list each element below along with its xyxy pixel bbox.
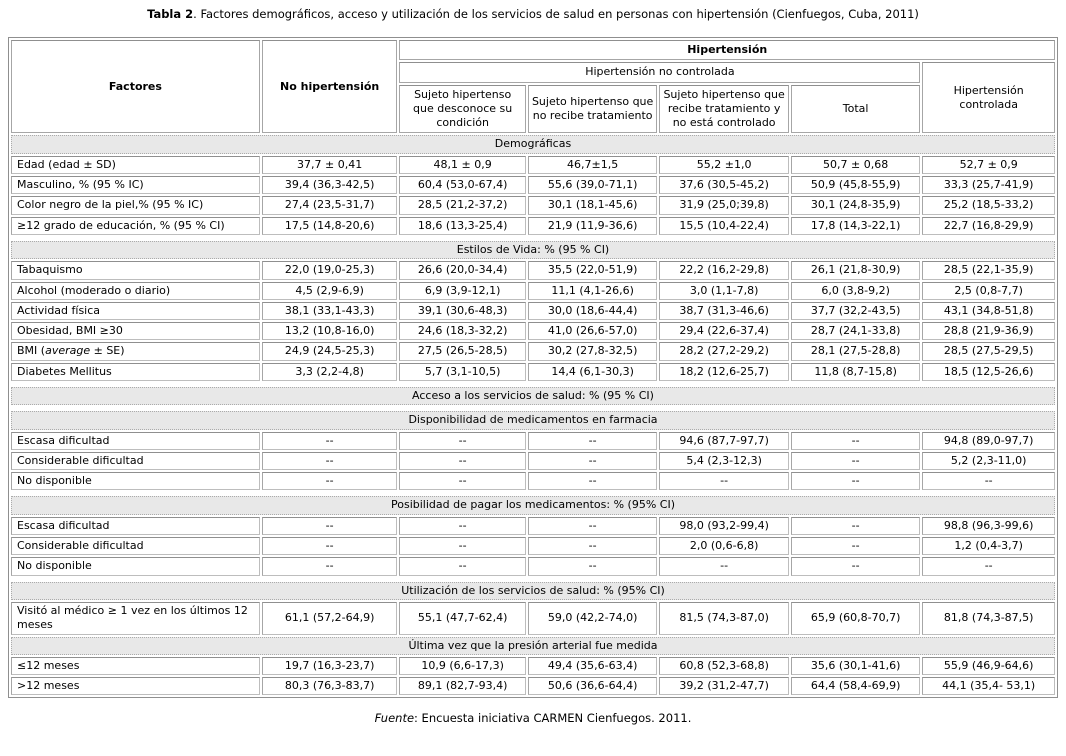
value-cell: 49,4 (35,6-63,4) (528, 657, 658, 675)
value-cell: 81,8 (74,3-87,5) (922, 602, 1055, 635)
source-label: Fuente (374, 711, 415, 726)
value-cell: -- (399, 452, 525, 470)
value-cell: 38,1 (33,1-43,3) (262, 302, 398, 320)
section-row (11, 241, 1055, 259)
row-label: Color negro de la piel,% (95 % IC) (11, 196, 260, 214)
value-cell: 89,1 (82,7-93,4) (399, 677, 525, 695)
source-note (0, 711, 1066, 725)
table-row (11, 557, 1055, 575)
value-cell: 35,5 (22,0-51,9) (528, 261, 658, 279)
row-label: Escasa dificultad (11, 432, 260, 450)
value-cell: 26,6 (20,0-34,4) (399, 261, 525, 279)
value-cell: 22,2 (16,2-29,8) (659, 261, 789, 279)
value-cell: 27,4 (23,5-31,7) (262, 196, 398, 214)
col-header-desconoce: Sujeto hipertenso que desconoce su condición (399, 85, 525, 134)
value-cell: -- (528, 472, 658, 490)
value-cell: 60,8 (52,3-68,8) (659, 657, 789, 675)
value-cell: -- (262, 472, 398, 490)
table-row (11, 196, 1055, 214)
spacer-cell (11, 407, 1055, 409)
table-body (11, 135, 1055, 695)
spacer-cell (11, 492, 1055, 494)
col-header-hipertension: Hipertensión (399, 40, 1055, 60)
value-cell: -- (791, 537, 921, 555)
value-cell: 30,1 (18,1-45,6) (528, 196, 658, 214)
value-cell: -- (262, 432, 398, 450)
value-cell: 14,4 (6,1-30,3) (528, 363, 658, 381)
value-cell: 55,1 (47,7-62,4) (399, 602, 525, 635)
value-cell: 22,7 (16,8-29,9) (922, 217, 1055, 235)
value-cell: 13,2 (10,8-16,0) (262, 322, 398, 340)
section-header: Disponibilidad de medicamentos en farmacia (11, 411, 1055, 429)
value-cell: -- (399, 537, 525, 555)
value-cell: 80,3 (76,3-83,7) (262, 677, 398, 695)
value-cell: 46,7±1,5 (528, 156, 658, 174)
value-cell: 55,6 (39,0-71,1) (528, 176, 658, 194)
value-cell: -- (659, 472, 789, 490)
col-header-no-recibe: Sujeto hipertenso que no recibe tratamiento (528, 85, 658, 134)
table-row (11, 322, 1055, 340)
value-cell: 60,4 (53,0-67,4) (399, 176, 525, 194)
section-row (11, 496, 1055, 514)
section-row (11, 387, 1055, 405)
spacer-row (11, 407, 1055, 409)
value-cell: 28,5 (22,1-35,9) (922, 261, 1055, 279)
value-cell: -- (528, 432, 658, 450)
row-label: No disponible (11, 557, 260, 575)
value-cell: -- (399, 432, 525, 450)
header-row-1 (11, 40, 1055, 60)
spacer-row (11, 237, 1055, 239)
value-cell: 10,9 (6,6-17,3) (399, 657, 525, 675)
value-cell: 38,7 (31,3-46,6) (659, 302, 789, 320)
value-cell: 28,5 (21,2-37,2) (399, 196, 525, 214)
row-label: Considerable dificultad (11, 452, 260, 470)
value-cell: 37,7 (32,2-43,5) (791, 302, 921, 320)
source-text: : Encuesta iniciativa CARMEN Cienfuegos. 2011. (414, 711, 692, 726)
value-cell: 39,1 (30,6-48,3) (399, 302, 525, 320)
value-cell: -- (262, 557, 398, 575)
table-row (11, 432, 1055, 450)
value-cell: -- (262, 452, 398, 470)
value-cell: -- (262, 517, 398, 535)
value-cell: 50,9 (45,8-55,9) (791, 176, 921, 194)
row-label: Obesidad, BMI ≥30 (11, 322, 260, 340)
row-label: Actividad física (11, 302, 260, 320)
value-cell: 18,5 (12,5-26,6) (922, 363, 1055, 381)
spacer-cell (11, 578, 1055, 580)
value-cell: 28,5 (27,5-29,5) (922, 342, 1055, 360)
value-cell: -- (262, 537, 398, 555)
value-cell: 55,2 ±1,0 (659, 156, 789, 174)
value-cell: 39,2 (31,2-47,7) (659, 677, 789, 695)
col-header-recibe-no-controlado: Sujeto hipertenso que recibe tratamiento y no está controlado (659, 85, 789, 134)
value-cell: 30,2 (27,8-32,5) (528, 342, 658, 360)
row-label: BMI (average ± SE) (11, 342, 260, 360)
value-cell: -- (791, 472, 921, 490)
value-cell: 98,8 (96,3-99,6) (922, 517, 1055, 535)
value-cell: 28,7 (24,1-33,8) (791, 322, 921, 340)
value-cell: 4,5 (2,9-6,9) (262, 282, 398, 300)
table-header (11, 40, 1055, 133)
table-row (11, 176, 1055, 194)
value-cell: -- (528, 452, 658, 470)
value-cell: -- (791, 432, 921, 450)
row-label: Masculino, % (95 % IC) (11, 176, 260, 194)
section-row (11, 637, 1055, 655)
value-cell: 59,0 (42,2-74,0) (528, 602, 658, 635)
table-row (11, 261, 1055, 279)
value-cell: 52,7 ± 0,9 (922, 156, 1055, 174)
section-header: Demográficas (11, 135, 1055, 153)
value-cell: 5,2 (2,3-11,0) (922, 452, 1055, 470)
value-cell: -- (791, 452, 921, 470)
value-cell: 28,8 (21,9-36,9) (922, 322, 1055, 340)
value-cell: 81,5 (74,3-87,0) (659, 602, 789, 635)
value-cell: 35,6 (30,1-41,6) (791, 657, 921, 675)
value-cell: 26,1 (21,8-30,9) (791, 261, 921, 279)
spacer-cell (11, 383, 1055, 385)
value-cell: 31,9 (25,0;39,8) (659, 196, 789, 214)
section-row (11, 135, 1055, 153)
value-cell: 64,4 (58,4-69,9) (791, 677, 921, 695)
value-cell: 43,1 (34,8-51,8) (922, 302, 1055, 320)
value-cell: 55,9 (46,9-64,6) (922, 657, 1055, 675)
row-label: Alcohol (moderado o diario) (11, 282, 260, 300)
table-row (11, 302, 1055, 320)
table-row (11, 517, 1055, 535)
section-header: Posibilidad de pagar los medicamentos: % (95% CI) (11, 496, 1055, 514)
row-label: Tabaquismo (11, 261, 260, 279)
value-cell: -- (791, 517, 921, 535)
value-cell: 30,0 (18,6-44,4) (528, 302, 658, 320)
value-cell: 28,1 (27,5-28,8) (791, 342, 921, 360)
value-cell: 6,0 (3,8-9,2) (791, 282, 921, 300)
value-cell: -- (399, 517, 525, 535)
value-cell: -- (399, 472, 525, 490)
col-header-factores: Factores (11, 40, 260, 133)
value-cell: 17,5 (14,8-20,6) (262, 217, 398, 235)
value-cell: 27,5 (26,5-28,5) (399, 342, 525, 360)
value-cell: 24,6 (18,3-32,2) (399, 322, 525, 340)
value-cell: 37,6 (30,5-45,2) (659, 176, 789, 194)
value-cell: 33,3 (25,7-41,9) (922, 176, 1055, 194)
table-title-text: . Factores demográficos, acceso y utilización de los servicios de salud en personas con hipertensión (Cienfuegos, Cuba, 2011) (193, 7, 919, 21)
table-row (11, 217, 1055, 235)
value-cell: 61,1 (57,2-64,9) (262, 602, 398, 635)
table-row (11, 452, 1055, 470)
table-row (11, 602, 1055, 635)
value-cell: -- (791, 557, 921, 575)
value-cell: -- (659, 557, 789, 575)
spacer-row (11, 492, 1055, 494)
spacer-row (11, 578, 1055, 580)
row-label: Diabetes Mellitus (11, 363, 260, 381)
value-cell: -- (528, 557, 658, 575)
value-cell: 17,8 (14,3-22,1) (791, 217, 921, 235)
value-cell: 2,0 (0,6-6,8) (659, 537, 789, 555)
section-row (11, 411, 1055, 429)
value-cell: 37,7 ± 0,41 (262, 156, 398, 174)
value-cell: 94,8 (89,0-97,7) (922, 432, 1055, 450)
table-row (11, 657, 1055, 675)
value-cell: -- (922, 557, 1055, 575)
table-row (11, 363, 1055, 381)
value-cell: 41,0 (26,6-57,0) (528, 322, 658, 340)
value-cell: 2,5 (0,8-7,7) (922, 282, 1055, 300)
row-label: ≥12 grado de educación, % (95 % CI) (11, 217, 260, 235)
value-cell: -- (528, 537, 658, 555)
table-title (0, 7, 1066, 22)
col-header-total: Total (791, 85, 921, 134)
value-cell: 5,4 (2,3-12,3) (659, 452, 789, 470)
value-cell: 21,9 (11,9-36,6) (528, 217, 658, 235)
value-cell: -- (399, 557, 525, 575)
value-cell: 22,0 (19,0-25,3) (262, 261, 398, 279)
table-row (11, 472, 1055, 490)
value-cell: 50,6 (36,6-64,4) (528, 677, 658, 695)
table-row (11, 156, 1055, 174)
row-label: Considerable dificultad (11, 537, 260, 555)
table-title-number: Tabla 2 (147, 7, 194, 21)
table-row (11, 677, 1055, 695)
value-cell: 11,8 (8,7-15,8) (791, 363, 921, 381)
section-row (11, 582, 1055, 600)
col-header-no-controlada: Hipertensión no controlada (399, 62, 920, 82)
value-cell: 19,7 (16,3-23,7) (262, 657, 398, 675)
col-header-controlada: Hipertensión controlada (922, 62, 1055, 133)
value-cell: 29,4 (22,6-37,4) (659, 322, 789, 340)
spacer-cell (11, 237, 1055, 239)
value-cell: 44,1 (35,4- 53,1) (922, 677, 1055, 695)
value-cell: -- (922, 472, 1055, 490)
value-cell: 18,6 (13,3-25,4) (399, 217, 525, 235)
value-cell: 30,1 (24,8-35,9) (791, 196, 921, 214)
row-label: >12 meses (11, 677, 260, 695)
section-header: Acceso a los servicios de salud: % (95 % CI) (11, 387, 1055, 405)
section-header: Última vez que la presión arterial fue medida (11, 637, 1055, 655)
value-cell: 6,9 (3,9-12,1) (399, 282, 525, 300)
col-header-no-hipertension: No hipertensión (262, 40, 398, 133)
row-label: Escasa dificultad (11, 517, 260, 535)
row-label: Visitó al médico ≥ 1 vez en los últimos 12 meses (11, 602, 260, 635)
value-cell: 11,1 (4,1-26,6) (528, 282, 658, 300)
value-cell: 5,7 (3,1-10,5) (399, 363, 525, 381)
value-cell: 25,2 (18,5-33,2) (922, 196, 1055, 214)
value-cell: 50,7 ± 0,68 (791, 156, 921, 174)
table-row (11, 282, 1055, 300)
value-cell: 24,9 (24,5-25,3) (262, 342, 398, 360)
section-header: Estilos de Vida: % (95 % CI) (11, 241, 1055, 259)
value-cell: 48,1 ± 0,9 (399, 156, 525, 174)
value-cell: 98,0 (93,2-99,4) (659, 517, 789, 535)
value-cell: 39,4 (36,3-42,5) (262, 176, 398, 194)
value-cell: 1,2 (0,4-3,7) (922, 537, 1055, 555)
value-cell: 3,3 (2,2-4,8) (262, 363, 398, 381)
section-header: Utilización de los servicios de salud: % (95% CI) (11, 582, 1055, 600)
value-cell: 18,2 (12,6-25,7) (659, 363, 789, 381)
hypertension-table (8, 37, 1058, 699)
table-row (11, 537, 1055, 555)
value-cell: 3,0 (1,1-7,8) (659, 282, 789, 300)
value-cell: 15,5 (10,4-22,4) (659, 217, 789, 235)
value-cell: 94,6 (87,7-97,7) (659, 432, 789, 450)
spacer-row (11, 383, 1055, 385)
value-cell: -- (528, 517, 658, 535)
row-label: Edad (edad ± SD) (11, 156, 260, 174)
value-cell: 28,2 (27,2-29,2) (659, 342, 789, 360)
row-label: No disponible (11, 472, 260, 490)
table-row (11, 342, 1055, 360)
value-cell: 65,9 (60,8-70,7) (791, 602, 921, 635)
row-label: ≤12 meses (11, 657, 260, 675)
